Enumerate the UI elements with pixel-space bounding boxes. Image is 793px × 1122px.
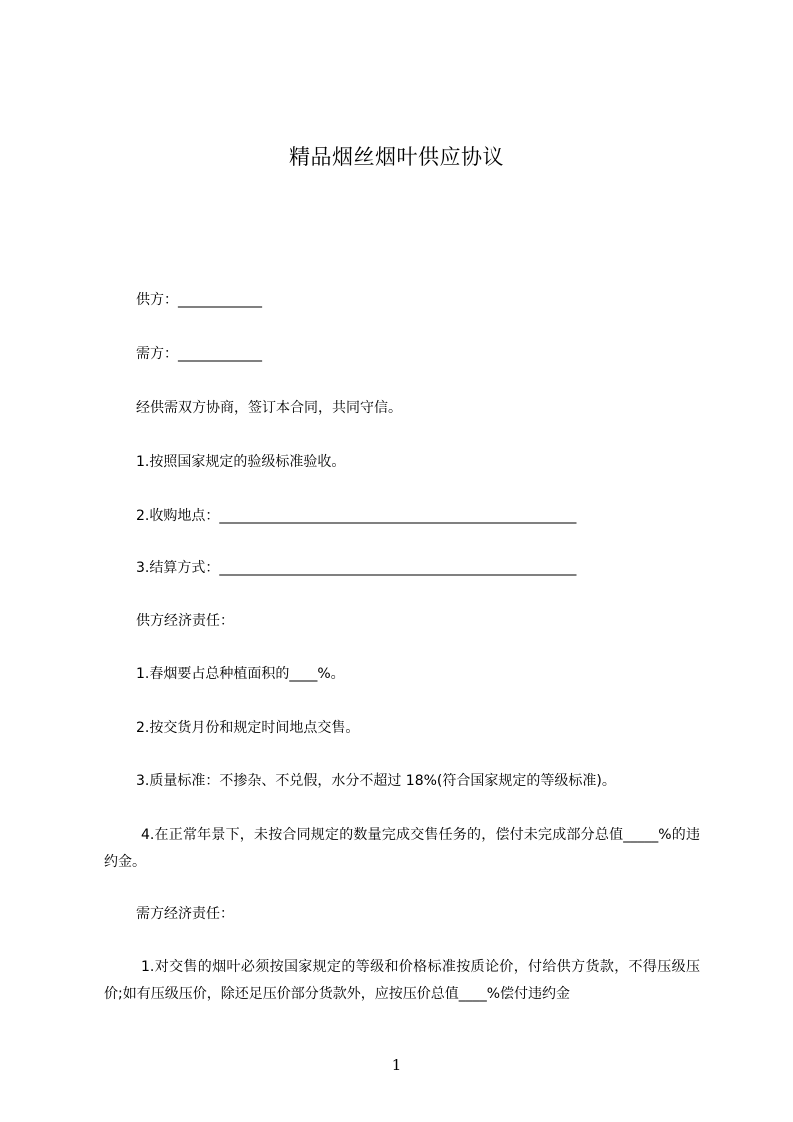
buyer-responsibility-heading: 需方经济责任：: [136, 906, 234, 922]
supplier-responsibility-heading: 供方经济责任：: [136, 613, 234, 629]
supplier-line: 供方：____________: [136, 292, 262, 308]
supplier-clause-2: 2.按交货月份和规定时间地点交售。: [136, 720, 360, 736]
supplier-clause-4: 4.在正常年景下，未按合同规定的数量完成交售任务的，偿付未完成部分总值_____%的违约金。: [104, 827, 700, 870]
clause-inspection: 1.按照国家规定的验级标准验收。: [136, 454, 346, 470]
supplier-clause-3: 3.质量标准：不掺杂、不兑假，水分不超过 18%(符合国家规定的等级标准)。: [136, 773, 616, 789]
clause-purchase-location: 2.收购地点：___________________________________________________: [136, 508, 577, 524]
buyer-line: 需方：____________: [136, 346, 262, 362]
page-number: 1: [391, 1056, 402, 1074]
supplier-clause-1: 1.春烟要占总种植面积的____%。: [136, 666, 345, 682]
buyer-clause-1: 1.对交售的烟叶必须按国家规定的等级和价格标准按质论价，付给供方货款，不得压级压价;如有压级压价，除还足压价部分货款外，应按压价总值____%偿付违约金: [104, 959, 700, 1002]
clause-settlement-method: 3.结算方式：___________________________________________________: [136, 560, 577, 576]
agreement-intro: 经供需双方协商，签订本合同，共同守信。: [136, 400, 402, 416]
document-title: 精品烟丝烟叶供应协议: [289, 145, 504, 169]
